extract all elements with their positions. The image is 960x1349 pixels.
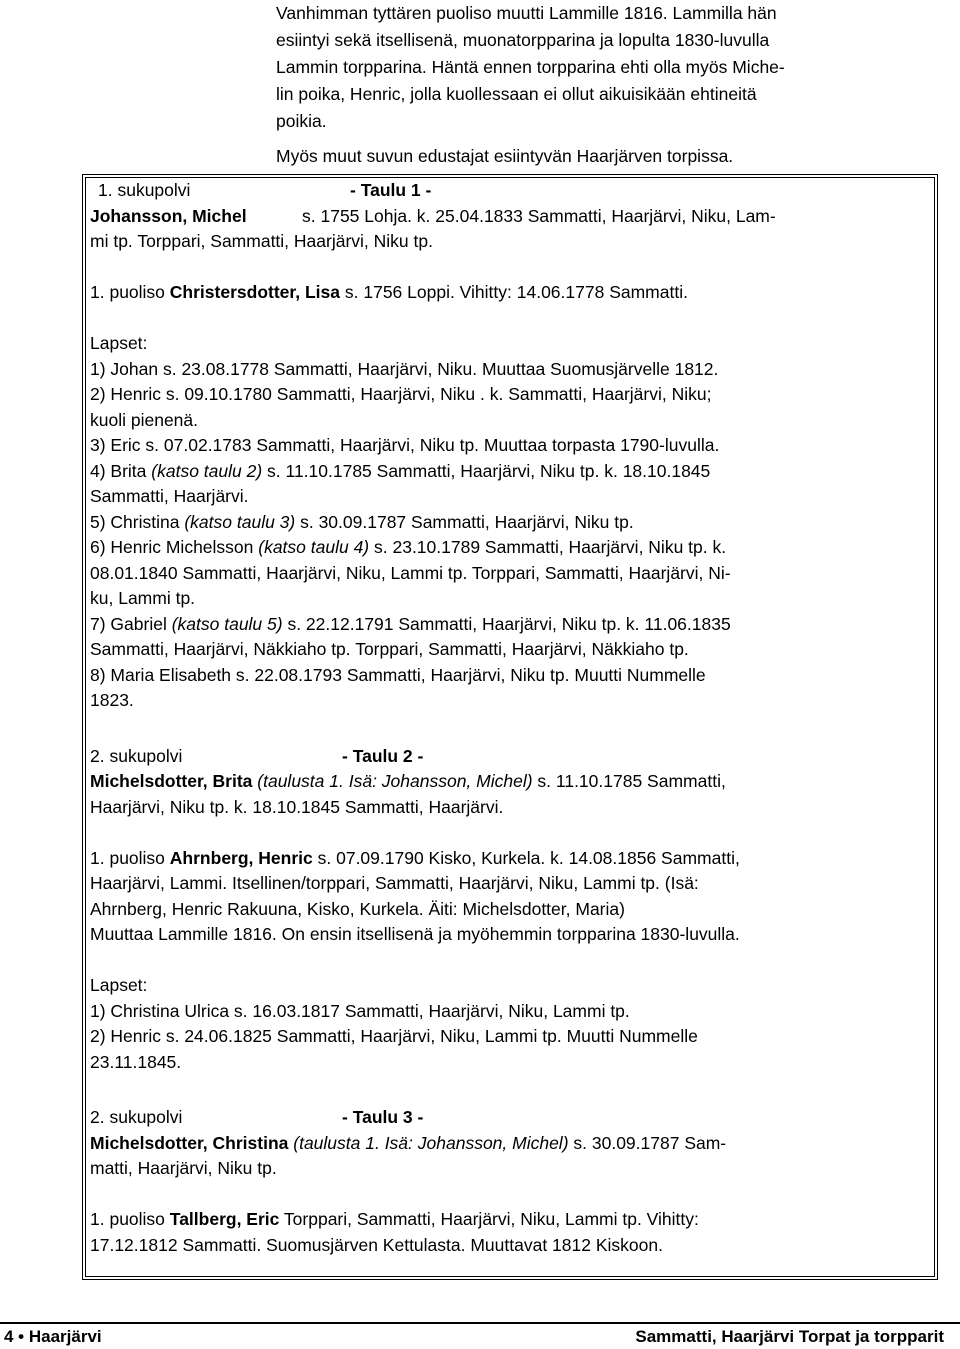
spouse-label: 1. puoliso bbox=[90, 1209, 165, 1229]
spouse-details: s. 1756 Loppi. Vihitty: 14.06.1778 Sammatti. bbox=[344, 282, 688, 302]
child-entry-cont: 08.01.1840 Sammatti, Haarjärvi, Niku, Lammi tp. Torppari, Sammatti, Haarjärvi, Ni- bbox=[90, 562, 731, 583]
spouse-details-cont: Haarjärvi, Lammi. Itsellinen/torppari, Sammatti, Haarjärvi, Niku, Lammi tp. (Isä: bbox=[90, 873, 699, 893]
taulu-title: - Taulu 2 - bbox=[342, 745, 424, 766]
spouse-name: Christersdotter, Lisa bbox=[169, 282, 340, 302]
taulu-2-header bbox=[90, 744, 935, 770]
taulu-2-spouse bbox=[90, 846, 935, 872]
person-details: matti, Haarjärvi, Niku tp. bbox=[90, 1158, 277, 1178]
taulu-2-person bbox=[90, 769, 935, 795]
spouse-label: 1. puoliso bbox=[90, 282, 165, 302]
child-entry: 2) Henric s. 24.06.1825 Sammatti, Haarjärvi, Niku, Lammi tp. Muutti Nummelle bbox=[90, 1026, 698, 1046]
child-details: s. 11.10.1785 Sammatti, Haarjärvi, Niku tp. k. 18.10.1845 bbox=[262, 460, 711, 481]
spacer bbox=[90, 714, 935, 744]
spacer bbox=[90, 306, 935, 332]
child-entry bbox=[90, 612, 935, 638]
child-entry bbox=[90, 535, 935, 561]
child-name: 7) Gabriel bbox=[90, 613, 172, 634]
person-name: Michelsdotter, Christina bbox=[90, 1132, 289, 1153]
person-birth: s. 30.09.1787 Sam- bbox=[568, 1132, 727, 1153]
taulu-3-spouse bbox=[90, 1207, 935, 1233]
intro-text bbox=[276, 0, 936, 170]
page-footer bbox=[0, 1322, 960, 1346]
child-name: 5) Christina bbox=[90, 511, 185, 532]
intro-line: Lammin torpparina. Häntä ennen torpparina ehti olla myös Miche- bbox=[276, 57, 785, 77]
child-name: 4) Brita bbox=[90, 460, 152, 481]
child-entry-cont: ku, Lammi tp. bbox=[90, 588, 196, 608]
intro-line: poikia. bbox=[276, 111, 327, 131]
child-ref: (katso taulu 3) bbox=[184, 511, 296, 532]
child-entry: 3) Eric s. 07.02.1783 Sammatti, Haarjärvi, Niku tp. Muuttaa torpasta 1790-luvulla. bbox=[90, 435, 720, 455]
spacer bbox=[90, 255, 935, 281]
footer-book-title: Sammatti, Haarjärvi Torpat ja torpparit bbox=[635, 1327, 944, 1346]
person-parent-ref: (taulusta 1. Isä: Johansson, Michel) bbox=[293, 1132, 569, 1153]
spouse-details-cont: 17.12.1812 Sammatti. Suomusjärven Kettulasta. Muuttavat 1812 Kiskoon. bbox=[90, 1234, 663, 1255]
generation-label: 2. sukupolvi bbox=[90, 1107, 183, 1127]
child-entry-cont: 1823. bbox=[90, 690, 134, 710]
child-entry-cont: 23.11.1845. bbox=[90, 1051, 182, 1072]
footer-page-label: 4 • Haarjärvi bbox=[4, 1327, 102, 1346]
person-name: Johansson, Michel bbox=[90, 205, 247, 226]
taulu-3-person bbox=[90, 1131, 935, 1157]
child-details: s. 22.12.1791 Sammatti, Haarjärvi, Niku tp. k. 11.06.1835 bbox=[282, 613, 731, 634]
child-entry bbox=[90, 459, 935, 485]
taulu-1-person bbox=[90, 204, 935, 230]
child-entry-cont: Sammatti, Haarjärvi. bbox=[90, 486, 249, 506]
child-entry bbox=[90, 510, 935, 536]
child-entry: 2) Henric s. 09.10.1780 Sammatti, Haarjärvi, Niku . k. Sammatti, Haarjärvi, Niku; bbox=[90, 384, 712, 404]
child-details: s. 30.09.1787 Sammatti, Haarjärvi, Niku tp. bbox=[295, 511, 634, 532]
spouse-name: Tallberg, Eric bbox=[169, 1209, 280, 1229]
children-label: Lapset: bbox=[90, 975, 148, 995]
taulu-title: - Taulu 1 - bbox=[350, 180, 432, 200]
generation-label: 1. sukupolvi bbox=[98, 180, 191, 200]
person-birth: s. 11.10.1785 Sammatti, bbox=[532, 771, 726, 791]
child-ref: (katso taulu 4) bbox=[258, 537, 370, 557]
spouse-label: 1. puoliso bbox=[90, 847, 165, 868]
taulu-title: - Taulu 3 - bbox=[342, 1107, 424, 1127]
child-entry: 1) Christina Ulrica s. 16.03.1817 Sammatti, Haarjärvi, Niku, Lammi tp. bbox=[90, 1000, 630, 1021]
spacer bbox=[90, 1075, 935, 1105]
person-parent-ref: (taulusta 1. Isä: Johansson, Michel) bbox=[257, 771, 533, 791]
child-name: 6) Henric Michelsson bbox=[90, 537, 259, 557]
child-entry: 1) Johan s. 23.08.1778 Sammatti, Haarjärvi, Niku. Muuttaa Suomusjärvelle 1812. bbox=[90, 358, 719, 379]
spacer bbox=[90, 948, 935, 974]
child-entry: 8) Maria Elisabeth s. 22.08.1793 Sammatti, Haarjärvi, Niku tp. Muutti Nummelle bbox=[90, 664, 706, 685]
spouse-details: Torppari, Sammatti, Haarjärvi, Niku, Lammi tp. Vihitty: bbox=[283, 1209, 699, 1229]
person-birth: s. 1755 Lohja. k. 25.04.1833 Sammatti, Haarjärvi, Niku, Lam- bbox=[302, 205, 776, 226]
taulu-1-header bbox=[90, 178, 935, 204]
person-details: Haarjärvi, Niku tp. k. 18.10.1845 Sammatti, Haarjärvi. bbox=[90, 796, 504, 817]
child-ref: (katso taulu 2) bbox=[151, 460, 263, 481]
spouse-name: Ahrnberg, Henric bbox=[169, 847, 313, 868]
intro-line: esiintyi sekä itsellisenä, muonatorpparina ja lopulta 1830-luvulla bbox=[276, 30, 770, 50]
children-label: Lapset: bbox=[90, 333, 148, 353]
child-ref: (katso taulu 5) bbox=[171, 613, 283, 634]
spouse-details: s. 07.09.1790 Kisko, Kurkela. k. 14.08.1856 Sammatti, bbox=[317, 847, 740, 868]
generation-label: 2. sukupolvi bbox=[90, 745, 183, 766]
spacer bbox=[90, 820, 935, 846]
taulu-3-header bbox=[90, 1105, 935, 1131]
intro-paragraph-2: Myös muut suvun edustajat esiintyvän Haarjärven torpissa. bbox=[276, 146, 734, 166]
person-name: Michelsdotter, Brita bbox=[90, 771, 253, 791]
spouse-details-cont: Muuttaa Lammille 1816. On ensin itsellisenä ja myöhemmin torpparina 1830-luvulla. bbox=[90, 924, 740, 944]
spacer bbox=[90, 1182, 935, 1208]
child-entry-cont: Sammatti, Haarjärvi, Näkkiaho tp. Torppari, Sammatti, Haarjärvi, Näkkiaho tp. bbox=[90, 639, 689, 659]
spouse-details-cont: Ahrnberg, Henric Rakuuna, Kisko, Kurkela. Äiti: Michelsdotter, Maria) bbox=[90, 898, 625, 919]
intro-line: Vanhimman tyttären puoliso muutti Lammille 1816. Lammilla hän bbox=[276, 3, 777, 23]
intro-line: lin poika, Henric, jolla kuollessaan ei ollut aikuisikään ehtineitä bbox=[276, 84, 757, 104]
person-details: mi tp. Torppari, Sammatti, Haarjärvi, Niku tp. bbox=[90, 231, 433, 251]
taulu-1-spouse bbox=[90, 280, 935, 306]
genealogy-records bbox=[90, 178, 935, 1258]
child-entry-cont: kuoli pienenä. bbox=[90, 409, 198, 430]
child-details: s. 23.10.1789 Sammatti, Haarjärvi, Niku tp. k. bbox=[369, 537, 727, 557]
